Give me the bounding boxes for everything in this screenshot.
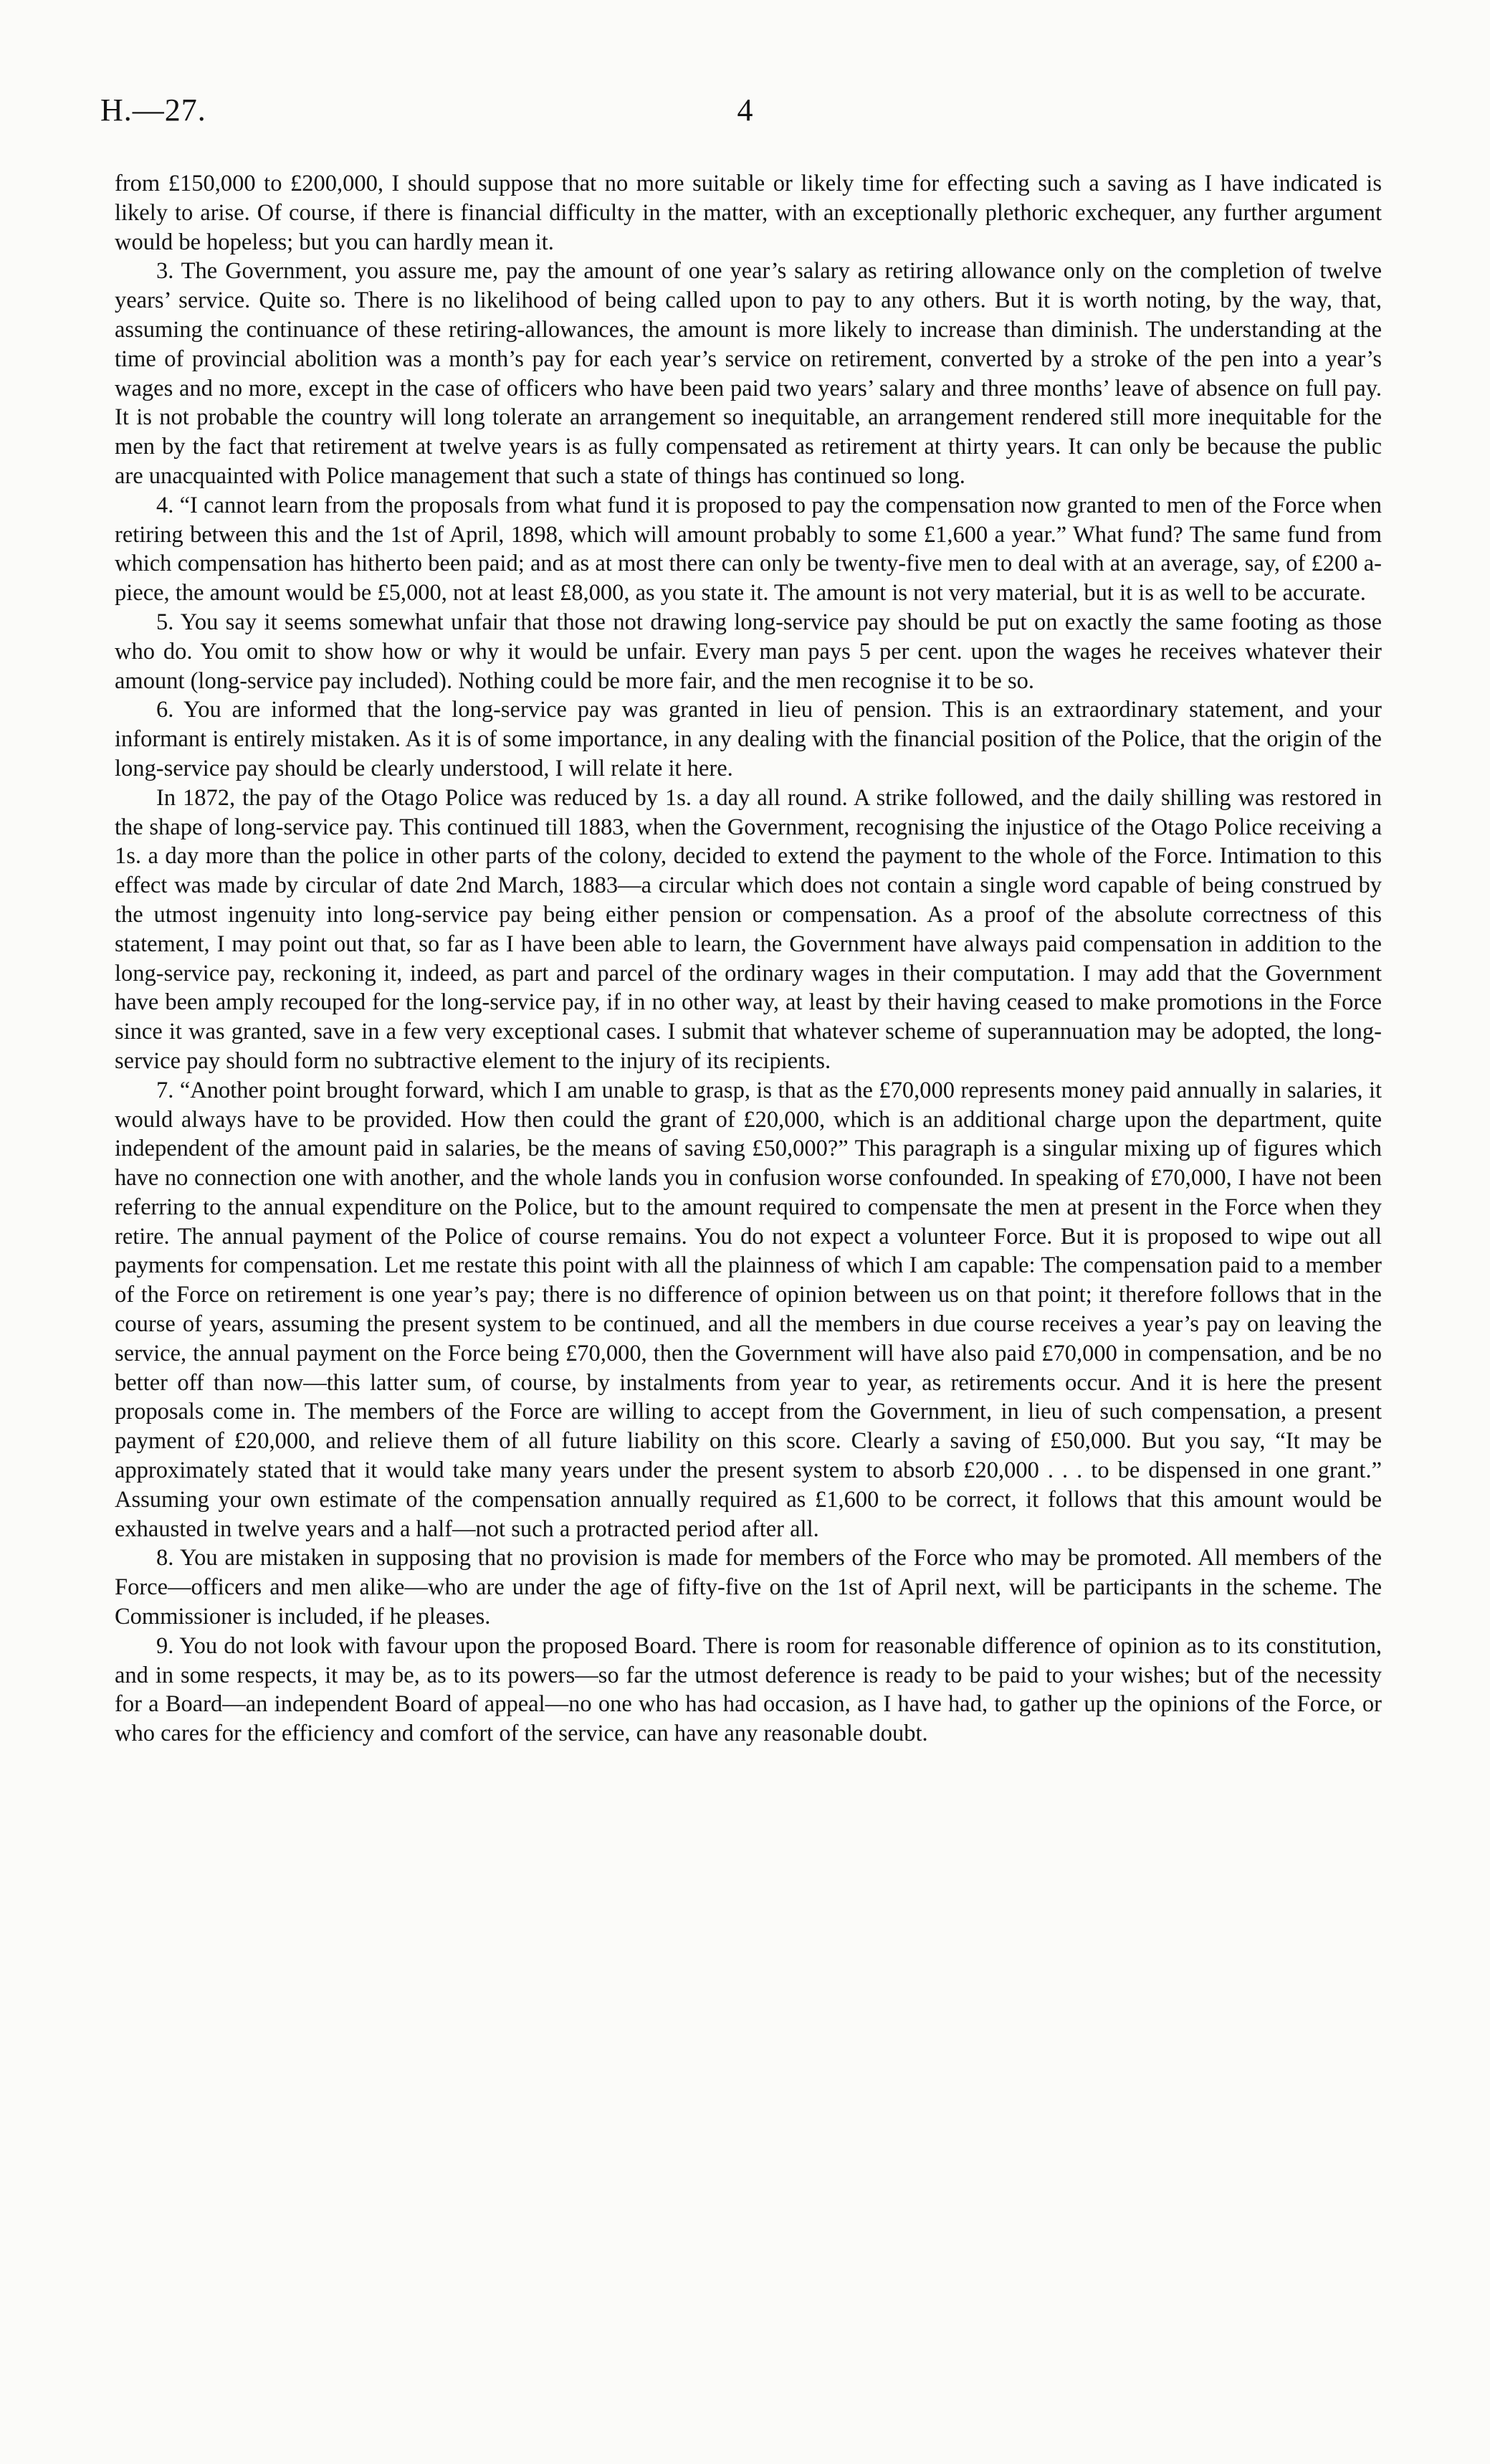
page-number: 4: [737, 92, 753, 128]
paragraph-9: 9. You do not look with favour upon the proposed Board. There is room for reasonable difference of opinion as to its constitution, and in some respects, it may be, as to its powers—so far the utmost deference is ready to be paid to your wishes; but of the necessity for a Board—an independent Board of appeal—no one who has had occasion, as I have had, to gather up the opinions of the Force, or who cares for the efficiency and comfort of the service, can have any reasonable doubt.: [115, 1632, 1382, 1747]
document-code: H.—27.: [100, 92, 206, 128]
paragraph-6-history: In 1872, the pay of the Otago Police was reduced by 1s. a day all round. A strike followed, and the daily shilling was restored in the shape of long-service pay. This continued till 1883, when the Government, recognising the injustice of the Otago Police receiving a 1s. a day more than the police in other parts of the colony, decided to extend the payment to the whole of the Force. Intimation to this effect was made by circular of date 2nd March, 1883—a circular which does not contain a single word capable of being construed by the utmost ingenuity into long-service pay being either pension or compensation. As a proof of the absolute correctness of this statement, I may point out that, so far as I have been able to learn, the Government have always paid compensation in addition to the long-service pay, reckoning it, indeed, as part and parcel of the ordinary wages in their computation. I may add that the Government have been amply recouped for the long-service pay, if in no other way, at least by their having ceased to make promotions in the Force since it was granted, save in a few very exceptional cases. I submit that whatever scheme of superannuation may be adopted, the long-service pay should form no subtractive element to the injury of its recipients.: [115, 784, 1382, 1074]
page-header: [100, 92, 1390, 142]
paragraph-7: 7. “Another point brought forward, which I am unable to grasp, is that as the £70,000 represents money paid annually in salaries, it would always have to be provided. How then could the grant of £20,000, which is an additional charge upon the department, quite independent of the amount paid in salaries, be the means of saving £50,000?” This paragraph is a singular mixing up of figures which have no connection one with another, and the whole lands you in confusion worse confounded. In speaking of £70,000, I have not been referring to the annual expenditure on the Police, but to the amount required to compensate the men at present in the Force when they retire. The annual payment of the Police of course remains. You do not expect a volunteer Force. But it is proposed to wipe out all payments for compensation. Let me restate this point with all the plainness of which I am capable: The compensation paid to a member of the Force on retirement is one year’s pay; there is no difference of opinion between us on that point; it therefore follows that in the course of years, assuming the present system to be continued, and all the members in due course receives a year’s pay on leaving the service, the annual payment on the Force being £70,000, then the Government will have also paid £70,000 in compensation, and be no better off than now—this latter sum, of course, by instalments from year to year, as retirements occur. And it is here the present proposals come in. The members of the Force are willing to accept from the Government, in lieu of such compensation, a present payment of £20,000, and relieve them of all future liability on this score. Clearly a saving of £50,000. But you say, “It may be approximately stated that it would take many years under the present system to absorb £20,000 . . . to be dispensed in one grant.” Assuming your own estimate of the compensation annually required as £1,600 to be correct, it follows that this amount would be exhausted in twelve years and a half—not such a protracted period after all.: [115, 1077, 1382, 1542]
body-text: [115, 169, 1382, 1749]
paragraph-continuation: from £150,000 to £200,000, I should suppose that no more suitable or likely time for effecting such a saving as I have indicated is likely to arise. Of course, if there is financial difficulty in the matter, with an exceptionally plethoric exchequer, any further argument would be hopeless; but you can hardly mean it.: [115, 171, 1382, 255]
paragraph-3: 3. The Government, you assure me, pay the amount of one year’s salary as retiring allowance only on the completion of twelve years’ service. Quite so. There is no likelihood of being called upon to pay to any others. But it is worth noting, by the way, that, assuming the continuance of these retiring-allowances, the amount is more likely to increase than diminish. The understanding at the time of provincial abolition was a month’s pay for each year’s service on retirement, converted by a stroke of the pen into a year’s wages and no more, except in the case of officers who have been paid two years’ salary and three months’ leave of absence on full pay. It is not probable the country will long tolerate an arrangement so inequitable, an arrangement rendered still more inequitable for the men by the fact that retirement at twelve years is as fully compensated as retirement at thirty years. It can only be because the public are unacquainted with Police management that such a state of things has continued so long.: [115, 258, 1382, 489]
paragraph-6: 6. You are informed that the long-service pay was granted in lieu of pension. This is an extraordinary statement, and your informant is entirely mistaken. As it is of some importance, in any dealing with the financial position of the Police, that the origin of the long-service pay should be clearly understood, I will relate it here.: [115, 697, 1382, 781]
paragraph-8: 8. You are mistaken in supposing that no provision is made for members of the Force who may be promoted. All members of the Force—officers and men alike—who are under the age of fifty-five on the 1st of April next, will be participants in the scheme. The Commissioner is included, if he pleases.: [115, 1545, 1382, 1630]
paragraph-5: 5. You say it seems somewhat unfair that those not drawing long-service pay should be put on exactly the same footing as those who do. You omit to show how or why it would be unfair. Every man pays 5 per cent. upon the wages he receives whatever their amount (long-service pay included). Nothing could be more fair, and the men recognise it to be so.: [115, 609, 1382, 694]
paragraph-4: 4. “I cannot learn from the proposals from what fund it is proposed to pay the compensation now granted to men of the Force when retiring between this and the 1st of April, 1898, which will amount probably to some £1,600 a year.” What fund? The same fund from which compensation has hitherto been paid; and as at most there can only be twenty-five men to deal with at an average, say, of £200 a-piece, the amount would be £5,000, not at least £8,000, as you state it. The amount is not very material, but it is as well to be accurate.: [115, 492, 1382, 607]
